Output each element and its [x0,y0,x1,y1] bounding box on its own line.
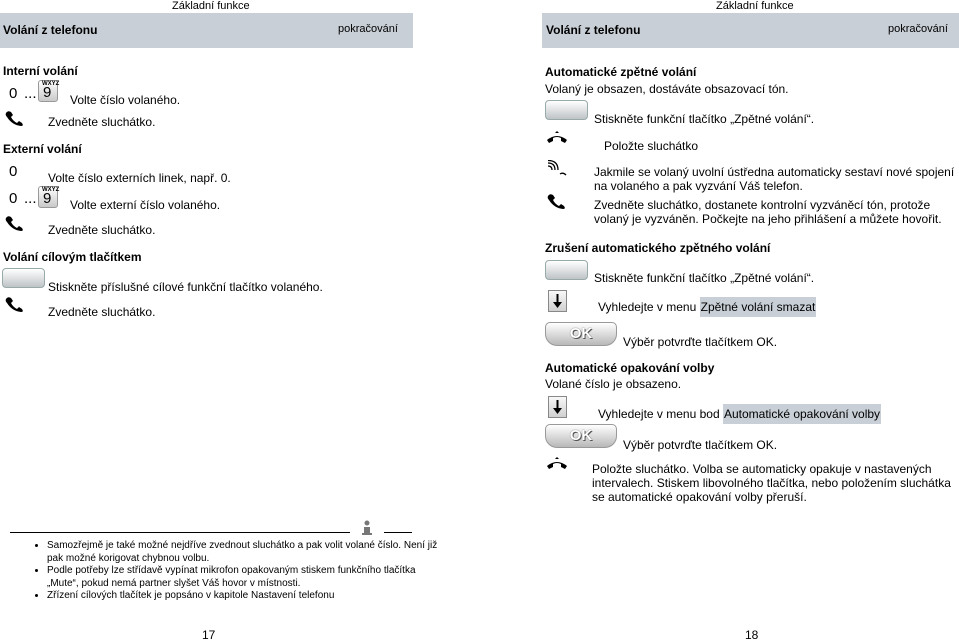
left-title-band [0,13,413,48]
right-title-band [542,13,959,48]
cancel-press-text: Stiskněte funkční tlačítko „Zpětné volání“. [594,271,815,285]
callback-ring-text: Jakmile se volaný uvolní ústředna automaticky sestaví nové spojení na volaného a pak vyzvání Váš telefon. [594,165,955,193]
external-call-heading: Externí volání [3,142,82,156]
cancel-callback-heading: Zrušení automatického zpětného volání [545,241,771,255]
down-arrow-key [548,396,567,418]
handset-hangup-icon [546,457,568,473]
down-arrow-icon [549,397,566,417]
left-band-title: Volání z telefonu [3,23,98,37]
right-page-number: 18 [745,628,759,642]
key-0-line: 0 [9,163,18,180]
key-9 [38,186,58,208]
handset-lift-icon [4,295,26,313]
ellipsis: ... [24,85,37,102]
redial-menu-item: Automatické opakování volby [723,404,881,424]
right-section-header: Základní funkce [716,0,794,12]
right-band-continued: pokračování [888,23,948,35]
redial-intro: Volané číslo je obsazeno. [545,377,682,391]
redial-menu-line [598,407,881,421]
redial-heading: Automatické opakování volby [545,361,715,375]
ellipsis: ... [24,190,37,207]
key-9-digit: 9 [43,190,52,207]
external-dial-text: Volte externí číslo volaného. [70,198,221,212]
callback-heading: Automatické zpětné volání [545,65,697,79]
right-band-title: Volání z telefonu [546,23,641,37]
cancel-confirm-text: Výběr potvrďte tlačítkem OK. [623,335,778,349]
internal-dial-text: Volte číslo volaného. [70,93,181,107]
external-lift-text: Zvedněte sluchátko. [48,223,156,237]
callback-press-text: Stiskněte funkční tlačítko „Zpětné volání“. [594,112,815,126]
cancel-function-key [545,260,588,280]
ok-key: OK [545,322,617,346]
down-arrow-icon [549,291,566,311]
key-0: 0 [9,190,18,207]
handset-hangup-icon [546,131,568,147]
cancel-menu-line [598,300,816,314]
key-9-letters: WXYZ [42,81,60,87]
key-9-digit: 9 [43,84,52,101]
redial-confirm-text: Výběr potvrďte tlačítkem OK. [623,438,778,452]
notes-divider-left [10,532,350,533]
cancel-menu-prefix: Vyhledejte v menu [598,300,700,314]
callback-hangup-text: Položte sluchátko [604,139,699,153]
target-call-heading: Volání cílovým tlačítkem [3,250,142,264]
external-line-text: Volte číslo externích linek, např. 0. [48,171,231,185]
note-item: • Samozřejmě je také možné nejdříve zvednout sluchátko a pak volit volané číslo. Není již pak možné korigovat chybnou volbu. [47,540,447,565]
redial-menu-prefix: Vyhledejte v menu bod [598,407,723,421]
callback-function-key [545,100,588,120]
left-section-header: Základní funkce [172,0,250,12]
handset-lift-icon [4,214,26,232]
callback-intro: Volaný je obsazen, dostáváte obsazovací tón. [545,82,789,96]
note-item: • Zřízení cílových tlačítek je popsáno v kapitole Nastavení telefonu [47,590,447,603]
key-9-letters: WXYZ [42,187,60,193]
left-page-number: 17 [202,628,216,642]
key-9 [38,80,58,102]
note-item: • Podle potřeby lze střídavě vypínat mikrofon opakovaným stiskem funkčního tlačítka „Mute“, pokud nemá partner slyšet Váš hovor v místnosti. [47,565,447,590]
target-lift-text: Zvedněte sluchátko. [48,305,156,319]
target-press-text: Stiskněte příslušné cílové funkční tlačítko volaného. [48,280,323,294]
left-band-continued: pokračování [338,23,398,35]
function-key [2,268,45,288]
internal-lift-text: Zvedněte sluchátko. [48,115,156,129]
handset-lift-icon [4,109,26,127]
cancel-menu-item: Zpětné volání smazat [700,297,817,317]
key-0: 0 [9,85,18,102]
down-arrow-key [548,290,567,312]
info-icon [360,520,374,536]
handset-lift-icon [546,192,568,210]
notes-list [28,540,447,603]
callback-lift-text: Zvedněte sluchátko, dostanete kontrolní vyzváněcí tón, protože volaný je vyzváněn. Počkejte na jeho přihlášení a můžete hovořit. [594,198,942,226]
ringing-icon [546,160,568,178]
ok-key: OK [545,424,617,448]
redial-hangup-text: Položte sluchátko. Volba se automaticky opakuje v nastavených intervalech. Stiskem libovolného tlačítka, nebo položením sluchátka se automatické opakování volby přeruší. [592,462,951,504]
notes-divider-right [384,532,412,533]
internal-call-heading: Interní volání [3,64,78,78]
